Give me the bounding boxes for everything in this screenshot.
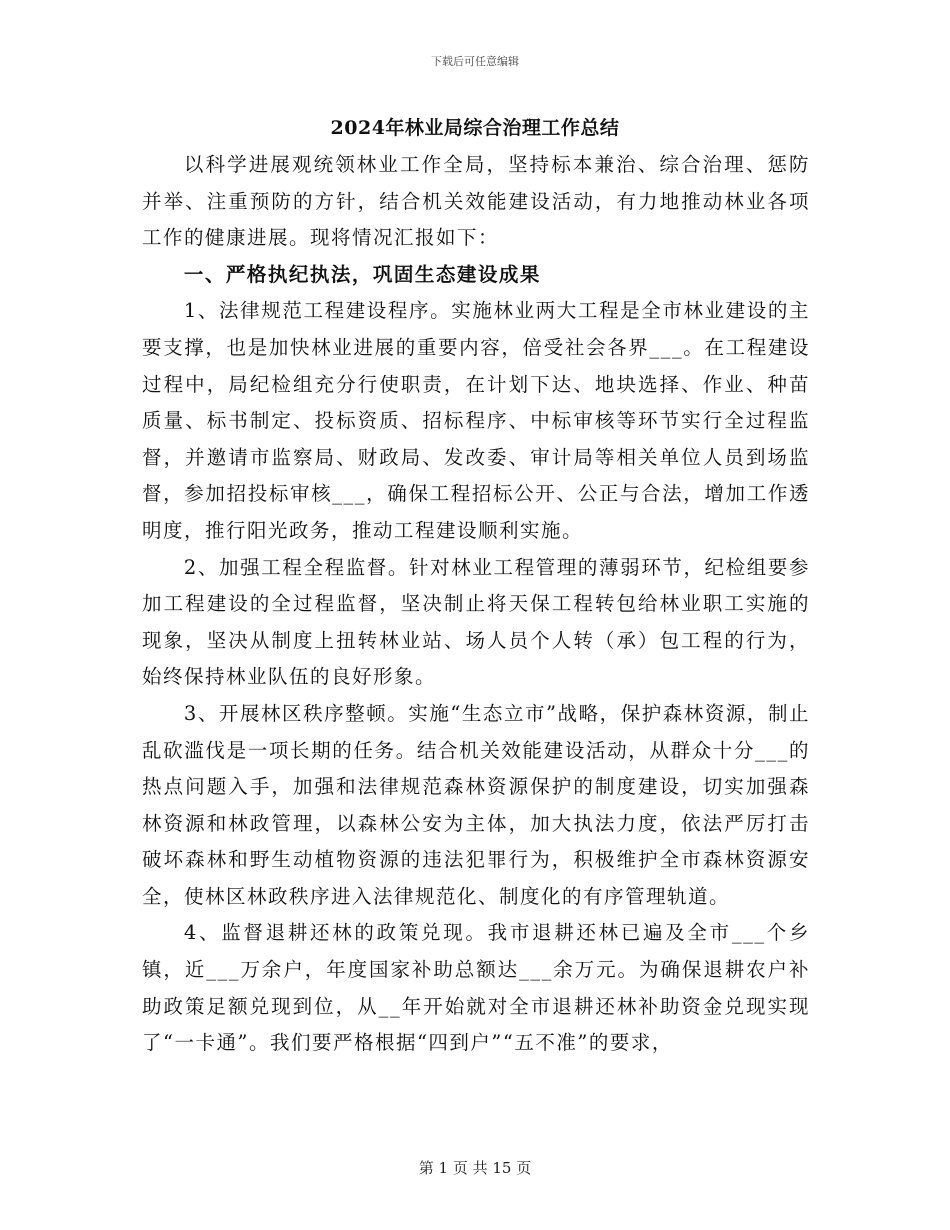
- intro-paragraph: 以科学进展观统领林业工作全局，坚持标本兼治、综合治理、惩防并举、注重预防的方针，结合机关效能建设活动，有力地推动林业各项工作的健康进展。现将情况汇报如下：: [142, 153, 810, 250]
- paragraph-item-4: 4、监督退耕还林的政策兑现。我市退耕还林已遍及全市___个乡镇，近___万余户，年度国家补助总额达___余万元。为确保退耕农户补助政策足额兑现到位，从__年开始就对全市退耕还林补助资金兑现实现了“一卡通”。我们要严格根据“四到户”“五不准”的要求，: [142, 921, 810, 1055]
- paragraph-item-2: 2、加强工程全程监督。针对林业工程管理的薄弱环节，纪检组要参加工程建设的全过程监督，坚决制止将天保工程转包给林业职工实施的现象，坚决从制度上扭转林业站、场人员个人转（承）包工程的行为，始终保持林业队伍的良好形象。: [142, 555, 810, 689]
- paragraph-item-1: 1、法律规范工程建设程序。实施林业两大工程是全市林业建设的主要支撑，也是加快林业进展的重要内容，倍受社会各界___。在工程建设过程中，局纪检组充分行使职责，在计划下达、地块选择、作业、种苗质量、标书制定、投标资质、招标程序、中标审核等环节实行全过程监督，并邀请市监察局、财政局、发改委、审计局等相关单位人员到场监督，参加招投标审核___，确保工程招标公开、公正与合法，增加工作透明度，推行阳光政务，推动工程建设顺利实施。: [142, 299, 810, 542]
- paragraph-item-3: 3、开展林区秩序整顿。实施“生态立市”战略，保护森林资源，制止乱砍滥伐是一项长期的任务。结合机关效能建设活动，从群众十分___的热点问题入手，加强和法律规范森林资源保护的制度建设，切实加强森林资源和林政管理，以森林公安为主体，加大执法力度，依法严厉打击破坏森林和野生动植物资源的违法犯罪行为，积极维护全市森林资源安全，使林区林政秩序进入法律规范化、制度化的有序管理轨道。: [142, 701, 810, 908]
- page-number: 第 1 页 共 15 页: [418, 1159, 532, 1177]
- document-body: [142, 147, 810, 1062]
- section-heading: 一、严格执纪执法，巩固生态建设成果: [183, 262, 541, 286]
- header-note: 下载后可任意编辑: [431, 55, 519, 68]
- document-title: 2024年林业局综合治理工作总结: [330, 117, 620, 139]
